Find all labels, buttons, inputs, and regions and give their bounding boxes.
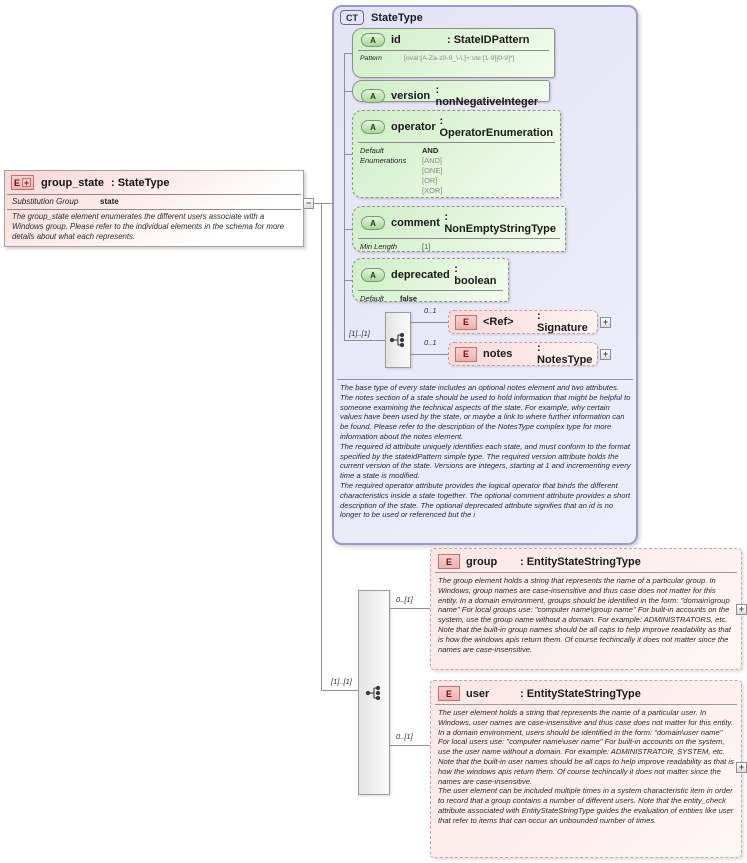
plus-icon: + [23,178,30,188]
user-description [435,704,737,826]
attr-operator-type: : OperatorEnumeration [439,115,554,139]
sequence2-cardinality: [1]..[1] [331,677,352,686]
branch-ref [411,322,448,323]
default-label: Default [360,146,384,155]
pattern-value: [oval:[A-Za-z0-9_\-\.]+:ste:[1-9][0-9]*] [404,55,515,62]
attribute-icon: A [361,89,385,103]
element-ref[interactable] [448,310,598,334]
ref-type: : Signature [537,310,588,334]
enumerations-label: Enumerations [360,156,407,165]
connector-h1 [314,203,332,204]
group-state-name: group_state [41,176,104,189]
notes-name: notes [483,348,513,360]
statetype-description-p3: The required operator attribute provides the logical operator that binds the different characteristics inside a state together. The optional comment attribute provides a short description of the state. The optional deprecated attribute signifies that an id is no longer to be used or referenced but the i [340,480,631,520]
group-name: group [466,555,498,568]
notes-type: : NotesType [537,342,593,366]
attr-deprecated-name: deprecated [391,269,450,281]
attribute-icon: A [361,33,385,47]
group-state-description [7,209,301,245]
element-plus-icon [11,175,34,190]
enum-value: [XOR] [422,186,443,195]
stub-id [344,53,352,54]
attribute-comment[interactable] [352,206,566,252]
user-type: : EntityStateStringType [520,687,641,700]
minlength-value: [1] [422,242,431,251]
attr-deprecated-type: : boolean [454,263,497,287]
user-expand-button[interactable]: + [736,762,747,773]
attr-operator-name: operator [391,121,436,133]
attribute-id[interactable] [352,28,555,78]
attribute-version[interactable] [352,80,550,108]
attribute-icon: A [361,268,385,282]
group-cardinality: 0..[1] [396,595,413,604]
attribute-operator[interactable] [352,110,561,198]
element-group[interactable] [430,548,742,670]
attr-version-type: : nonNegativeInteger [435,84,539,108]
substitution-group-value: state [100,197,119,206]
branch-notes [411,354,448,355]
statetype-description-p1: The base type of every state includes an optional notes element and two attributes. The notes section of a state should be used to hold information that might be helpful to someone examining the technical aspects of the state. For example, why certain values have been used by the state, or maybe a link to where further information can be found. Please refer to the description of the NotesType complex type for more information about the notes element. [340,383,631,441]
connector-h2 [321,690,358,691]
notes-cardinality: 0..1 [424,338,437,347]
sequence-icon [389,332,407,348]
enum-value: [OR] [422,176,438,185]
complex-type-icon: CT [340,10,364,25]
deprecated-default-label: Default [360,294,384,303]
element-group-state[interactable] [4,170,304,247]
user-cardinality: 0..[1] [396,732,413,741]
sequence1-cardinality: [1]..[1] [349,329,370,338]
substitution-group-row [7,194,301,209]
sequence1-connector[interactable] [385,312,411,368]
sequence-icon [365,685,383,701]
group-state-collapse-button[interactable]: − [303,198,314,209]
ref-expand-button[interactable]: + [600,317,611,328]
stub-version [344,91,352,92]
attribute-deprecated[interactable] [352,258,509,302]
deprecated-default-value: false [400,294,418,303]
statetype-title: StateType [371,11,423,24]
element-icon: E [455,315,477,330]
element-icon: E [438,686,460,701]
user-description-p1: The user element holds a string that represents the name of a particular user. In Windows, user names are case-insensitive and thus case does not matter for this entity. In a domain environment, users should be identified in the form: "domain\user name" For local users use: "computer name\user name" For built-in accounts on the system, use the user name without a domain. For example: ADMINISTRATOR, SYSTEM, etc. Note that the built-in user names should be all caps to help improve readability as that is how the windows apis return them. Of course techincally it does not matter since the names are case-insensitive. [438,708,734,786]
group-description [435,572,737,654]
attr-rail-line [344,53,345,340]
pattern-label: Pattern [360,55,382,62]
attr-version-name: version [391,90,431,102]
attr-comment-type: : NonEmptyStringType [444,211,556,235]
ref-cardinality: 0..1 [424,306,437,315]
attribute-icon: A [361,120,385,134]
group-expand-button[interactable]: + [736,604,747,615]
element-icon: E [438,554,460,569]
sequence2-connector[interactable] [358,590,390,795]
minlength-label: Min Length [360,242,398,251]
group-type: : EntityStateStringType [520,555,641,568]
attribute-icon: A [361,216,385,230]
attr-id-type: : StateIDPattern [447,34,530,46]
default-value: AND [422,146,439,155]
user-name: user [466,687,490,700]
element-icon: E [14,177,21,188]
statetype-header [340,10,423,25]
element-notes[interactable] [448,342,598,366]
user-description-p2: The user element can be included multiple times in a system characteristic item in order to record that a group contains a number of different users. Note that the entity_check attribute associated with EntityStateStringType guides the evaluation of entities like user that refer to items that can occur an unbounded number of times. [438,786,734,825]
branch-group [390,608,430,609]
statetype-description-p2: The required id attribute uniquely identifies each state, and must conform to the format specified by the stateidPattern simple type. The required version attribute holds the current version of the state. Versions are integers, starting at 1 and incrementing every time a state is modified. [340,441,631,481]
notes-expand-button[interactable]: + [600,349,611,360]
connector-v1 [321,203,322,690]
branch-user [390,745,430,746]
statetype-description [337,379,633,520]
attr-comment-name: comment [391,217,440,229]
stub-deprecated [344,280,352,281]
stub-operator [344,154,352,155]
group-description-text: The group element holds a string that represents the name of a particular group. In Windows, group names are case-insensitive and thus case does not matter for this entity. In a domain environment, groups should be identified in the form: "domain\group name" For local groups use: "computer name\group name" For built-in accounts on the system, use the group name without a domain. For example: ADMINISTRATORS, etc. Note that the built-in group names should be all caps to help improve readability as that is how the windows apis return them. Of course techincally it does not matter since the names are case-insensitive. [438,576,731,654]
stub-comment [344,229,352,230]
group-state-description-text: The group_state element enumerates the different users associate with a Windows group. Please refer to the individual elements in the schema for more details about what each represents. [12,212,285,242]
enum-value: [AND] [422,156,443,165]
stub-sequence1 [344,340,385,341]
element-icon: E [455,347,477,362]
attr-id-name: id [391,34,401,46]
element-user[interactable] [430,680,742,858]
substitution-group-label: Substitution Group [12,197,79,206]
group-state-type: : StateType [110,176,170,189]
enum-value: [ONE] [422,166,443,175]
ref-name: <Ref> [483,316,514,328]
